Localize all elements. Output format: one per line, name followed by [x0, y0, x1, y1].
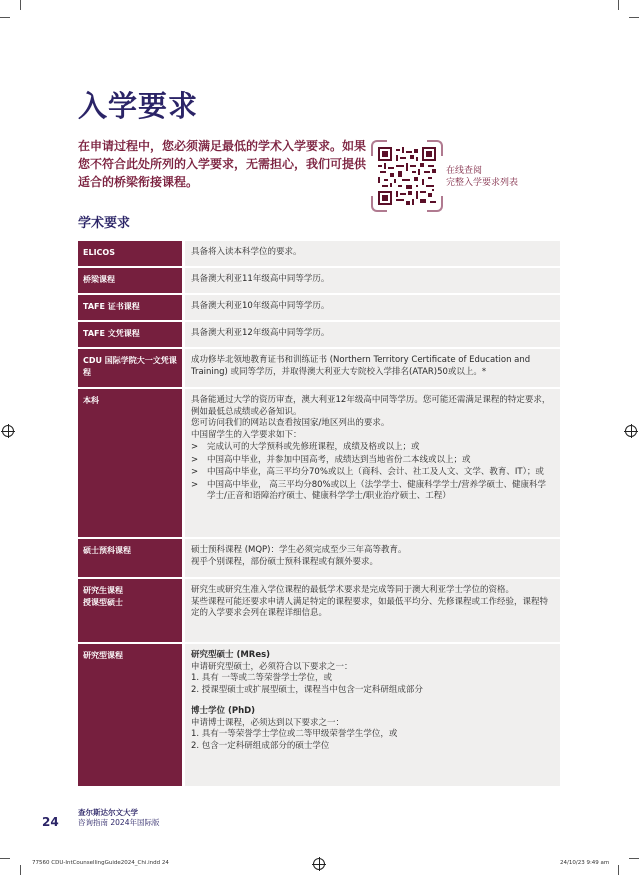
row-content: 成功修毕北领地教育证书和训练证书 (Northern Territory Certificate of Education and Training) 或同等学历，并取得澳大利亚大专院校入学排名(ATAR)50或以上。*: [185, 349, 560, 387]
row-label: 本科: [78, 389, 182, 537]
page-number: 24: [42, 815, 59, 829]
intro-text: 在申请过程中，您必须满足最低的学术入学要求。如果您不符合此处所列的入学要求，无需担心，我们可提供适合的桥梁衔接课程。: [78, 139, 367, 189]
crop-mark: [20, 0, 21, 10]
table-row: [78, 539, 560, 577]
table-row: [78, 241, 560, 266]
list-item: > 中国高中毕业，并参加中国高考，成绩达到当地省份二本线或以上；或: [191, 454, 471, 465]
row-label: 研究型课程: [78, 644, 182, 786]
row-label: CDU 国际学院大一文凭课程: [78, 349, 182, 387]
crop-mark: [0, 858, 10, 859]
row-label: 桥梁课程: [78, 268, 182, 293]
qr-code-icon: [378, 147, 436, 205]
row-label: ELICOS: [78, 241, 182, 266]
row-label: 研究生课程 授课型硕士: [78, 579, 182, 642]
list-item: > 中国高中毕业， 高三平均分80%或以上（法学学士、健康科学学士/营养学硕士、健康科学学士/正音和语障治疗硕士、健康科学学士/职业治疗硕士、工程）: [191, 479, 546, 501]
crop-mark: [629, 858, 639, 859]
row-content: 具备能通过大学的资历审查，澳大利亚12年级高中同等学历。您可能还需满足课程的特定要求，例如最低总成绩或必备知识。 您可访问我们的网站以查看按国家/地区列出的要求。 中国留学生的入学要求如下： > 完成认可的大学预科或先修班课程，成绩及格或以上；或 > 中国高中毕业，并参加中国高考，成绩达到当地省份二本线或以上；或 > 中国高中毕业，高三平均分70%或以上（商科、会计、社工及人文、文学、教育、IT）；或 > 中国高中毕业， 高三平均分80%或以上（法学学士、健康科学学士/营养学硕士、健康科学学士/正音和语障治疗硕士、健康科学学士/职业治疗硕士、工程）: [185, 389, 560, 537]
table-row: [78, 295, 560, 320]
registration-mark-icon: [2, 425, 14, 437]
row-content: 具备澳大利亚12年级高中同等学历。: [185, 322, 560, 347]
crop-mark: [629, 17, 639, 18]
row-label: TAFE 文凭课程: [78, 322, 182, 347]
university-name: 查尔斯达尔文大学: [78, 808, 138, 817]
row-content: 具备澳大利亚11年级高中同等学历。: [185, 268, 560, 293]
table-row: [78, 268, 560, 293]
crop-mark: [618, 0, 619, 10]
print-slug-date: 24/10/23 9:49 am: [560, 860, 610, 866]
row-content: 研究生或研究生准入学位课程的最低学术要求是完成等同于澳大利亚学士学位的资格。 某些课程可能还要求申请人满足特定的课程要求，如最低平均分、先修课程或工作经验，课程特定的入学要求会列在课程详细信息。: [185, 579, 560, 642]
crop-mark: [618, 865, 619, 875]
row-content: 具备澳大利亚10年级高中同等学历。: [185, 295, 560, 320]
print-slug-file: 77560 CDU-IntCounsellingGuide2024_Chi.indd 24: [32, 860, 169, 866]
row-content: 硕士预科课程 (MQP)：学生必须完成至少三年高等教育。 视乎个别课程，部份硕士预科课程或有额外要求。: [185, 539, 560, 577]
table-row: [78, 579, 560, 642]
crop-mark: [0, 17, 10, 18]
table-row: [78, 389, 560, 537]
table-row: [78, 349, 560, 387]
page-title: 入学要求: [78, 89, 199, 123]
section-heading: 学术要求: [78, 216, 131, 231]
qr-caption-line: 在线查阅: [446, 166, 483, 176]
crop-mark: [20, 865, 21, 875]
list-item: > 完成认可的大学预科或先修班课程，成绩及格或以上；或: [191, 442, 420, 452]
registration-mark-icon: [625, 425, 637, 437]
list-item: > 中国高中毕业，高三平均分70%或以上（商科、会计、社工及人文、文学、教育、IT）；或: [191, 467, 544, 477]
footer-publication: [78, 808, 159, 828]
table-row: [78, 322, 560, 347]
qr-caption: [446, 165, 518, 189]
qr-code-block[interactable]: [371, 140, 443, 212]
guide-name: 咨询指南 2024年国际版: [78, 818, 160, 827]
table-row: [78, 644, 560, 786]
qr-caption-line: 完整入学要求列表: [446, 178, 519, 188]
row-label: TAFE 证书课程: [78, 295, 182, 320]
row-label: 硕士预科课程: [78, 539, 182, 577]
requirements-table: [78, 241, 560, 788]
row-content: 具备将入读本科学位的要求。: [185, 241, 560, 266]
registration-mark-icon: [313, 858, 325, 870]
row-content: 研究型硕士 (MRes) 申请研究型硕士，必须符合以下要求之一： 1. 具有 一等或二等荣誉学士学位，或 2. 授课型硕士或扩展型硕士，课程当中包含一定科研组成部分 博士学位 (PhD) 申请博士课程，必须达到以下要求之一： 1. 具有一等荣誉学士学位或二等甲级荣誉学生学位，或 2. 包含一定科研组成部分的硕士学位: [185, 644, 560, 786]
